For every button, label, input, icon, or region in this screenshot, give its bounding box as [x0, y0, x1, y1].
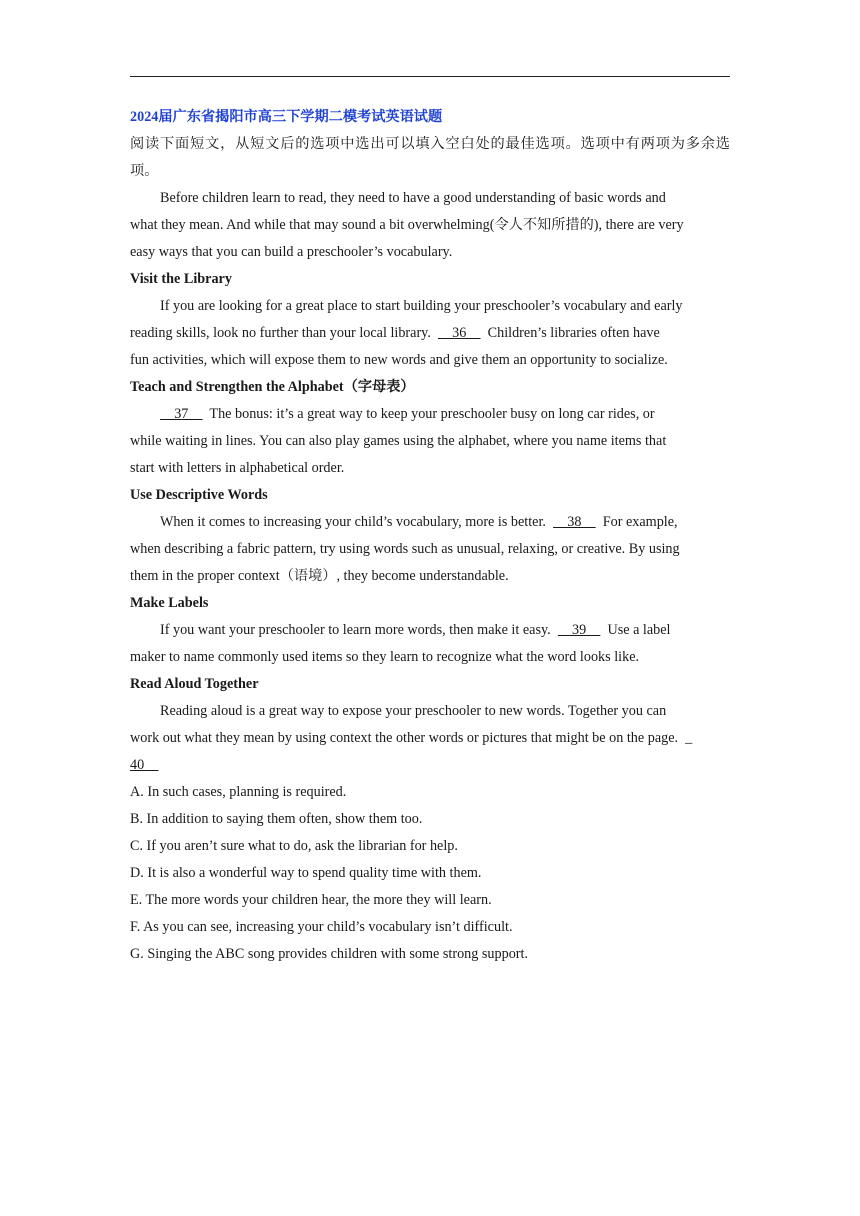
option-d: D. It is also a wonderful way to spend quality time with them. [130, 865, 482, 881]
labels-line-1 [130, 617, 730, 644]
alphabet-line-2: while waiting in lines. You can also play games using the alphabet, where you name items that [130, 433, 667, 449]
intro-line-2: what they mean. And while that may sound a bit overwhelming(令人不知所措的), there are very [130, 217, 684, 233]
library-text-before: reading skills, look no further than your local library. [130, 325, 438, 341]
descriptive-text-before: When it comes to increasing your child’s vocabulary, more is better. [160, 514, 554, 530]
option-e: E. The more words your children hear, the more they will learn. [130, 892, 492, 908]
document-title: 2024届广东省揭阳市高三下学期二模考试英语试题 [130, 109, 443, 125]
library-line-1: If you are looking for a great place to start building your preschooler’s vocabulary and early [160, 298, 683, 314]
library-line-2 [130, 320, 730, 347]
option-a: A. In such cases, planning is required. [130, 784, 347, 800]
section-heading-alphabet: Teach and Strengthen the Alphabet（字母表） [130, 379, 415, 395]
labels-line-2: maker to name commonly used items so they learn to recognize what the word looks like. [130, 649, 640, 665]
intro-line-1: Before children learn to read, they need to have a good understanding of basic words and [160, 190, 666, 206]
aloud-line-3 [130, 752, 730, 779]
section-heading-library: Visit the Library [130, 271, 232, 287]
instruction-line-1: 阅读下面短文，从短文后的选项中选出可以填入空白处的最佳选项。选项中有两项为多余选 [130, 136, 730, 152]
library-text-after: Children’s libraries often have [480, 325, 660, 341]
option-f: F. As you can see, increasing your child’s vocabulary isn’t difficult. [130, 919, 513, 935]
blank-40: 40 [130, 757, 159, 773]
labels-text-before: If you want your preschooler to learn more words, then make it easy. [160, 622, 558, 638]
option-list [130, 779, 730, 968]
aloud-line-2: work out what they mean by using context the other words or pictures that might be on the page. _ [130, 730, 693, 746]
intro-line-3: easy ways that you can build a preschooler’s vocabulary. [130, 244, 453, 260]
blank-36: 36 [437, 325, 481, 341]
section-heading-aloud: Read Aloud Together [130, 676, 259, 692]
library-line-3: fun activities, which will expose them to new words and give them an opportunity to socialize. [130, 352, 668, 368]
section-heading-descriptive: Use Descriptive Words [130, 487, 268, 503]
option-b: B. In addition to saying them often, show them too. [130, 811, 423, 827]
descriptive-line-3: them in the proper context（语境）, they become understandable. [130, 568, 509, 584]
header-rule [130, 76, 730, 77]
alphabet-text-after: The bonus: it’s a great way to keep your preschooler busy on long car rides, or [202, 406, 655, 422]
descriptive-line-1 [130, 509, 730, 536]
document-page [130, 104, 730, 968]
option-c: C. If you aren’t sure what to do, ask the librarian for help. [130, 838, 458, 854]
descriptive-line-2: when describing a fabric pattern, try using words such as unusual, relaxing, or creative. By using [130, 541, 680, 557]
blank-38: 38 [553, 514, 596, 530]
section-heading-labels: Make Labels [130, 595, 209, 611]
alphabet-line-1 [130, 401, 730, 428]
alphabet-line-3: start with letters in alphabetical order. [130, 460, 345, 476]
option-g: G. Singing the ABC song provides children with some strong support. [130, 946, 529, 962]
blank-37: 37 [160, 406, 203, 422]
instruction-line-2: 项。 [130, 163, 159, 179]
labels-text-after: Use a label [600, 622, 671, 638]
descriptive-text-after: For example, [595, 514, 678, 530]
blank-39: 39 [557, 622, 601, 638]
aloud-line-1: Reading aloud is a great way to expose your preschooler to new words. Together you can [160, 703, 667, 719]
